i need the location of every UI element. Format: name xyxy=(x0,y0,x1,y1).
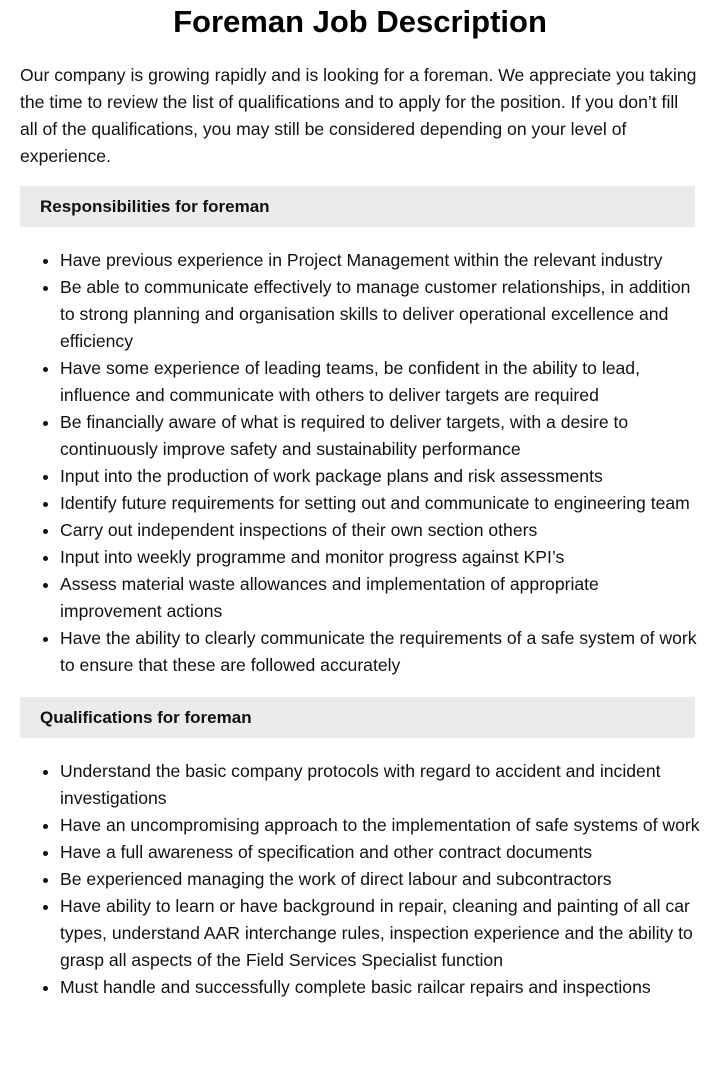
list-item: • Understand the basic company protocols with regard to accident and incident investigations xyxy=(60,758,700,812)
list-item: • Must handle and successfully complete basic railcar repairs and inspections xyxy=(60,974,700,1001)
list-item: • Have an uncompromising approach to the implementation of safe systems of work xyxy=(60,812,700,839)
qualifications-list xyxy=(0,758,700,1001)
responsibilities-list xyxy=(0,247,700,679)
list-item: • Have some experience of leading teams, be confident in the ability to lead, influence and communicate with others to deliver targets are required xyxy=(60,355,700,409)
responsibilities-heading: Responsibilities for foreman xyxy=(20,186,695,227)
list-item: • Be experienced managing the work of direct labour and subcontractors xyxy=(60,866,700,893)
list-item: • Have ability to learn or have background in repair, cleaning and painting of all car types, understand AAR interchange rules, inspection experience and the ability to grasp all aspects of the Field Services Specialist function xyxy=(60,893,700,974)
list-item: • Input into the production of work package plans and risk assessments xyxy=(60,463,700,490)
intro-paragraph: Our company is growing rapidly and is looking for a foreman. We appreciate you taking the time to review the list of qualifications and to apply for the position. If you don’t fill all of the qualifications, you may still be considered depending on your level of experience. xyxy=(20,65,697,166)
list-item: • Carry out independent inspections of their own section others xyxy=(60,517,700,544)
list-item: • Identify future requirements for setting out and communicate to engineering team xyxy=(60,490,700,517)
list-item: • Be financially aware of what is required to deliver targets, with a desire to continuously improve safety and sustainability performance xyxy=(60,409,700,463)
list-item: • Input into weekly programme and monitor progress against KPI’s xyxy=(60,544,700,571)
list-item: • Have a full awareness of specification and other contract documents xyxy=(60,839,700,866)
page-title: Foreman Job Description xyxy=(173,4,547,39)
list-item: • Assess material waste allowances and implementation of appropriate improvement actions xyxy=(60,571,700,625)
list-item: • Have previous experience in Project Management within the relevant industry xyxy=(60,247,700,274)
qualifications-heading: Qualifications for foreman xyxy=(20,697,695,738)
list-item: • Have the ability to clearly communicate the requirements of a safe system of work to ensure that these are followed accurately xyxy=(60,625,700,679)
list-item: • Be able to communicate effectively to manage customer relationships, in addition to strong planning and organisation skills to deliver operational excellence and efficiency xyxy=(60,274,700,355)
